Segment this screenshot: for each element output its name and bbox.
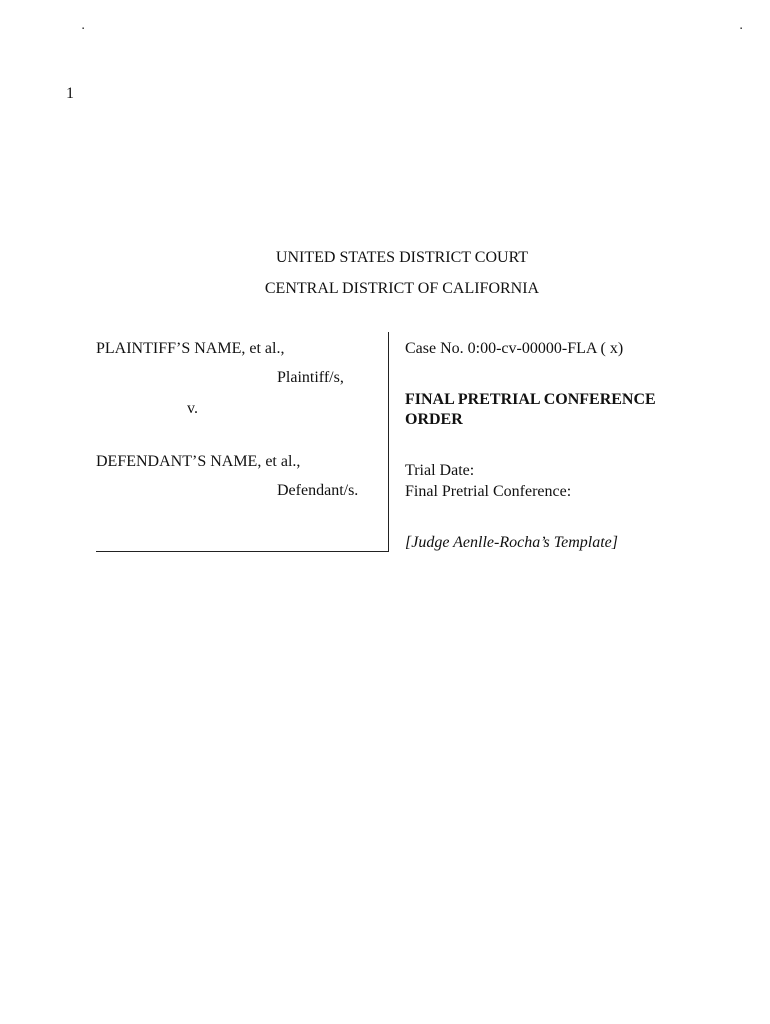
defendant-role: Defendant/s. <box>277 482 359 499</box>
plaintiff-name: PLAINTIFF’S NAME, et al., <box>96 340 285 357</box>
trial-date-label: Trial Date: <box>405 462 475 479</box>
court-name: UNITED STATES DISTRICT COURT <box>275 249 529 266</box>
case-number: Case No. 0:00-cv-00000-FLA ( x) <box>405 340 624 357</box>
final-pretrial-conference-label: Final Pretrial Conference: <box>405 483 572 500</box>
order-title: FINAL PRETRIAL CONFERENCE ORDER <box>405 391 656 428</box>
template-note: [Judge Aenlle-Rocha’s Template] <box>405 534 619 551</box>
court-district: CENTRAL DISTRICT OF CALIFORNIA <box>264 280 540 297</box>
versus-label: v. <box>187 400 198 417</box>
header-mark-left: ▪ <box>82 26 85 32</box>
plaintiff-role: Plaintiff/s, <box>277 369 344 386</box>
defendant-name: DEFENDANT’S NAME, et al., <box>96 453 301 470</box>
case-caption-parties <box>96 332 389 552</box>
line-number: 1 <box>66 85 74 102</box>
header-mark-right: ▪ <box>740 26 743 32</box>
